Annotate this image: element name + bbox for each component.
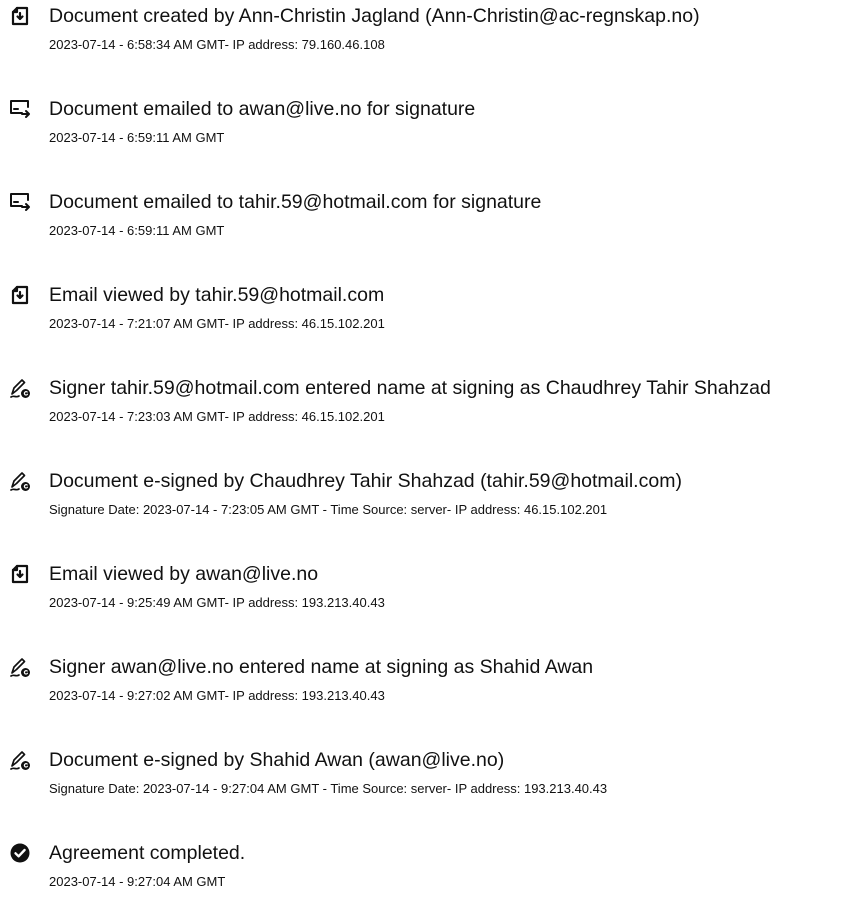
history-event-created (0, 4, 853, 74)
event-title: Agreement completed. (49, 842, 246, 864)
signature-icon (9, 377, 31, 399)
event-detail: 2023-07-14 - 7:23:03 AM GMT- IP address: 46.15.102.201 (49, 409, 385, 424)
check-circle-icon (9, 842, 31, 864)
event-detail: 2023-07-14 - 7:21:07 AM GMT- IP address: 46.15.102.201 (49, 316, 385, 331)
document-icon (9, 284, 31, 306)
history-event-e-signed (0, 748, 853, 818)
history-event-viewed (0, 562, 853, 632)
history-event-emailed (0, 97, 853, 167)
signature-icon (9, 749, 31, 771)
event-detail: 2023-07-14 - 6:59:11 AM GMT (49, 130, 225, 145)
history-event-name-entered (0, 655, 853, 725)
event-detail: 2023-07-14 - 6:58:34 AM GMT- IP address: 79.160.46.108 (49, 37, 385, 52)
document-icon (9, 5, 31, 27)
history-event-viewed (0, 283, 853, 353)
event-detail: 2023-07-14 - 9:27:04 AM GMT (49, 874, 226, 889)
event-title: Document e-signed by Shahid Awan (awan@live.no) (49, 749, 505, 771)
history-event-e-signed (0, 469, 853, 539)
signature-icon (9, 470, 31, 492)
history-event-completed (0, 841, 853, 911)
event-title: Document e-signed by Chaudhrey Tahir Shahzad (tahir.59@hotmail.com) (49, 470, 682, 492)
event-title: Document emailed to awan@live.no for signature (49, 98, 476, 120)
event-detail: 2023-07-14 - 9:25:49 AM GMT- IP address: 193.213.40.43 (49, 595, 385, 610)
history-event-name-entered (0, 376, 853, 446)
event-title: Signer awan@live.no entered name at signing as Shahid Awan (49, 656, 594, 678)
event-title: Signer tahir.59@hotmail.com entered name at signing as Chaudhrey Tahir Shahzad (49, 377, 771, 399)
event-title: Document created by Ann-Christin Jagland (Ann-Christin@ac-regnskap.no) (49, 5, 700, 27)
event-title: Email viewed by tahir.59@hotmail.com (49, 284, 385, 306)
email-sent-icon (9, 191, 31, 213)
document-icon (9, 563, 31, 585)
event-title: Document emailed to tahir.59@hotmail.com for signature (49, 191, 542, 213)
event-detail: 2023-07-14 - 9:27:02 AM GMT- IP address: 193.213.40.43 (49, 688, 385, 703)
event-detail: 2023-07-14 - 6:59:11 AM GMT (49, 223, 225, 238)
history-event-emailed (0, 190, 853, 260)
event-title: Email viewed by awan@live.no (49, 563, 319, 585)
email-sent-icon (9, 98, 31, 120)
event-detail: Signature Date: 2023-07-14 - 7:23:05 AM GMT - Time Source: server- IP address: 46.15.102.201 (49, 502, 608, 517)
event-detail: Signature Date: 2023-07-14 - 9:27:04 AM GMT - Time Source: server- IP address: 193.213.40.43 (49, 781, 608, 796)
signature-icon (9, 656, 31, 678)
